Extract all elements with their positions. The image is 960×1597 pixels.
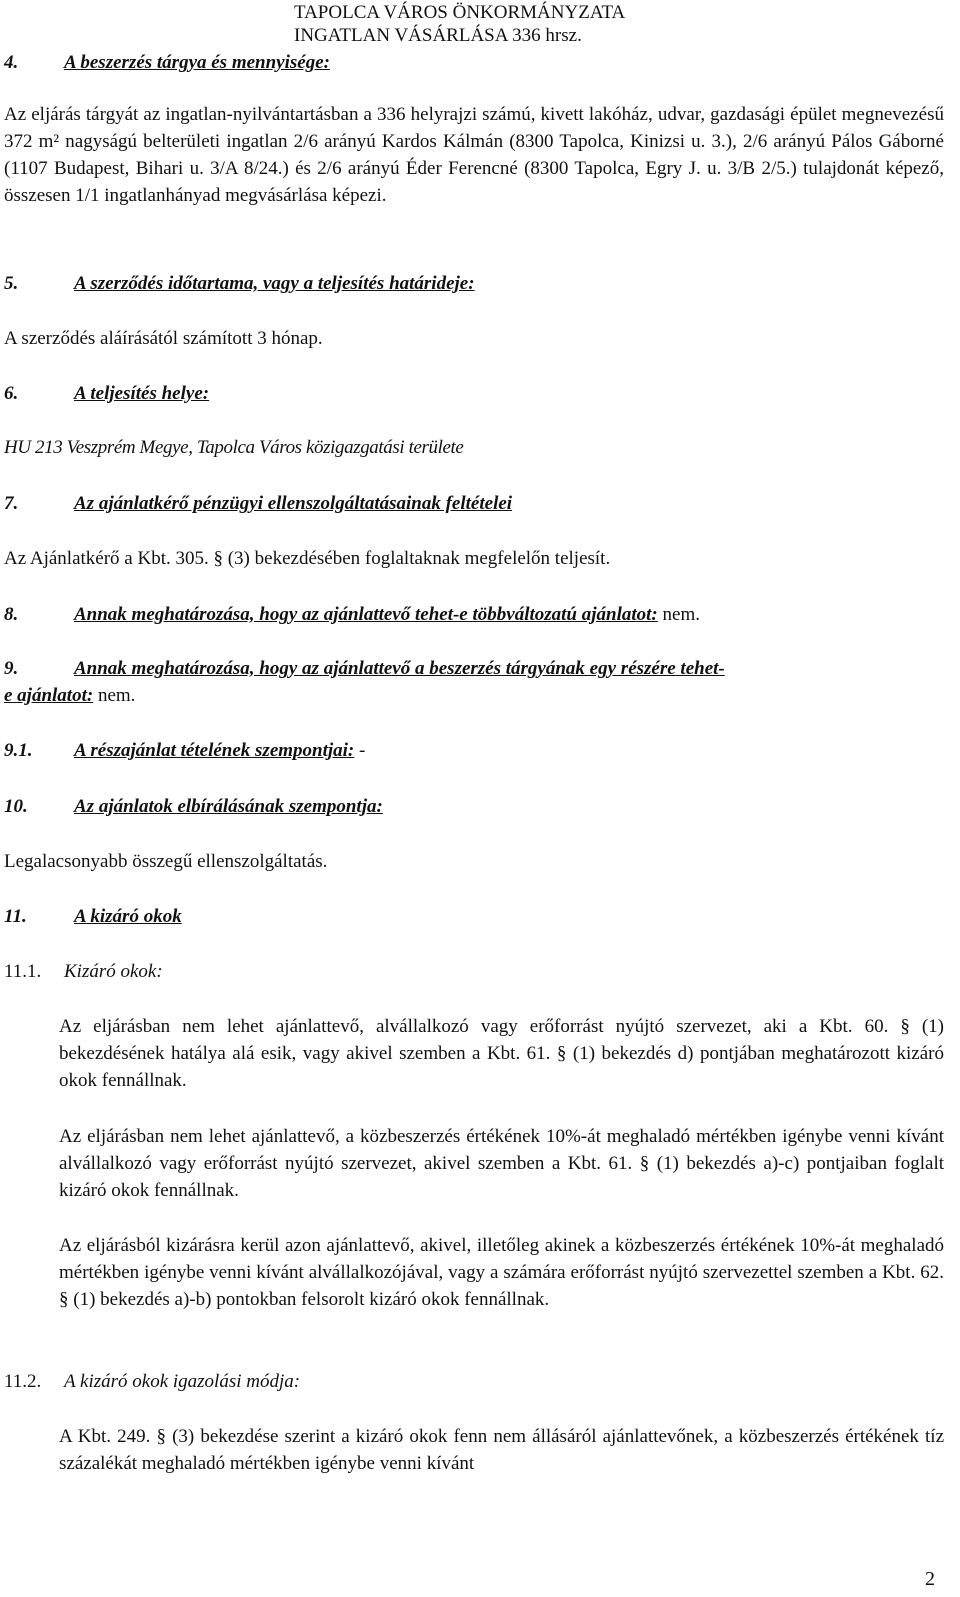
paragraph-sign-icon: §	[213, 548, 223, 569]
section-number: 9.1.	[4, 740, 33, 761]
text: közbeszerzés értékének tíz százalékát meghaladó mértékben igénybe venni kívánt	[59, 1426, 945, 1474]
text: Az eljárásból kizárásra kerül azon ajánlattevő, akivel, illetőleg akinek a közbeszerzés	[59, 1235, 716, 1256]
section-5-body: A szerződés aláírásától számított 3 hónap.	[4, 328, 323, 349]
section-11-1-paragraph-3	[59, 1232, 944, 1313]
section-number: 8.	[4, 604, 19, 625]
section-answer: nem.	[662, 604, 700, 625]
section-9-heading-line-1	[4, 655, 725, 682]
section-title: Annak meghatározása, hogy az ajánlattevő a beszerzés tárgyának egy részére tehet-	[74, 658, 725, 679]
text: értékének 10%-át meghaladó mértékben igénybe venni kívánt alvállalkozójával, vagy a	[59, 1235, 945, 1283]
section-number: 5.	[4, 273, 19, 294]
section-11-heading	[4, 903, 182, 930]
section-9-1-heading	[4, 737, 365, 764]
section-title: A szerződés időtartama, vagy a teljesítés határideje:	[74, 273, 475, 294]
page-number: 2	[925, 1568, 935, 1590]
section-title: Az ajánlatkérő pénzügyi ellenszolgáltatásainak feltételei	[74, 493, 513, 514]
section-8-heading	[4, 601, 700, 628]
section-11-2-paragraph-1	[59, 1423, 944, 1477]
text: pontjában meghatározott kizáró okok fennállnak.	[59, 1043, 945, 1091]
section-title: Az ajánlatok elbírálásának szempontja:	[74, 796, 383, 817]
section-title: Annak meghatározása, hogy az ajánlattevő tehet-e többváltozatú ajánlatot:	[74, 604, 658, 625]
section-title: e ajánlatot:	[4, 685, 94, 706]
section-answer: -	[359, 740, 366, 761]
text: számára erőforrást nyújtó szervezettel szemben a Kbt. 62.	[503, 1262, 944, 1283]
section-7-heading	[4, 490, 512, 517]
section-4-heading	[4, 49, 330, 76]
section-4-body: Az eljárás tárgyát az ingatlan-nyilvántartásban a 336 helyrajzi számú, kivett lakóház, udvar, gazdasági épület megnevezésű 372 m² nagyságú belterületi ingatlan 2/6 arányú Kardos Kálmán (8300 Tapolca, Kinizsi u. 3.), 2/6 arányú Pálos Gáborné (1107 Budapest, Bihari u. 3/A 8/24.) és 2/6 arányú Éder Ferencné (8300 Tapolca, Egry J. u. 3/B 2/5.) tulajdonát képező, összesen 1/1 ingatlanhányad megvásárlása képezi.	[4, 104, 944, 206]
text: igénybe venni kívánt alvállalkozó vagy erőforrást nyújtó szervezet, akivel szemben a Kbt. 61.	[59, 1126, 944, 1174]
section-title: A kizáró okok igazolási módja:	[64, 1371, 301, 1392]
section-number: 11.	[4, 906, 27, 927]
text: (1) bekezdés a)-c) pontjaiban foglalt kizáró okok fennállnak.	[59, 1153, 945, 1201]
section-11-1-paragraph-1	[59, 1013, 944, 1094]
section-number: 6.	[4, 383, 19, 404]
header-line-1: TAPOLCA VÁROS ÖNKORMÁNYZATA	[294, 2, 626, 23]
section-6-body: HU 213 Veszprém Megye, Tapolca Város közigazgatási területe	[4, 437, 464, 458]
text: 60.	[864, 1016, 889, 1037]
section-title: A teljesítés helye:	[74, 383, 210, 404]
section-6-heading	[4, 380, 209, 407]
section-number: 7.	[4, 493, 19, 514]
section-number: 11.1.	[4, 961, 42, 982]
paragraph-sign-icon: §	[639, 1153, 650, 1174]
section-11-1-paragraph-2	[59, 1123, 944, 1204]
header-line-2: INGATLAN VÁSÁRLÁSA 336 hrsz.	[294, 25, 582, 46]
text: Az Ajánlatkérő a Kbt. 305.	[4, 548, 209, 569]
text: (3) bekezdésében foglaltaknak megfelelőn teljesít.	[227, 548, 611, 569]
section-answer: nem.	[97, 685, 136, 706]
section-title: Kizáró okok:	[64, 961, 163, 982]
section-11-2-heading	[4, 1368, 300, 1395]
text: (1) bekezdés a)-b) pontokban	[73, 1289, 297, 1310]
section-title: A kizáró okok	[74, 906, 182, 927]
text: felsorolt kizáró okok fennállnak.	[301, 1289, 550, 1310]
section-9-heading-line-2	[4, 682, 135, 709]
section-title: A beszerzés tárgya és mennyisége:	[64, 52, 330, 73]
section-7-body	[4, 545, 610, 572]
section-10-body: Legalacsonyabb összegű ellenszolgáltatás.	[4, 851, 328, 872]
section-11-1-heading	[4, 958, 163, 985]
section-number: 4.	[4, 52, 19, 73]
section-number: 11.2.	[4, 1371, 42, 1392]
text: Az eljárásban nem lehet ajánlattevő, a közbeszerzés értékének 10%-át meghaladó mértékben	[59, 1126, 777, 1147]
section-title: A részajánlat tételének szempontjai:	[74, 740, 355, 761]
section-10-heading	[4, 793, 383, 820]
text: Az eljárásban nem lehet ajánlattevő, alvállalkozó vagy erőforrást nyújtó szervezet, aki a Kbt.	[59, 1016, 853, 1037]
text: (1) bekezdés d)	[572, 1043, 694, 1064]
section-5-heading	[4, 270, 475, 297]
text: (1) bekezdésének hatálya alá esik, vagy akivel szemben a Kbt. 61.	[59, 1016, 944, 1064]
section-number: 10.	[4, 796, 28, 817]
text: A Kbt. 249.	[59, 1426, 151, 1447]
paragraph-sign-icon: §	[556, 1043, 567, 1064]
paragraph-sign-icon: §	[59, 1289, 69, 1310]
paragraph-sign-icon: §	[900, 1016, 910, 1037]
paragraph-sign-icon: §	[156, 1426, 166, 1447]
text: (3) bekezdése szerint a kizáró okok fenn nem állásáról ajánlattevőnek, a	[172, 1426, 733, 1447]
section-number: 9.	[4, 658, 19, 679]
